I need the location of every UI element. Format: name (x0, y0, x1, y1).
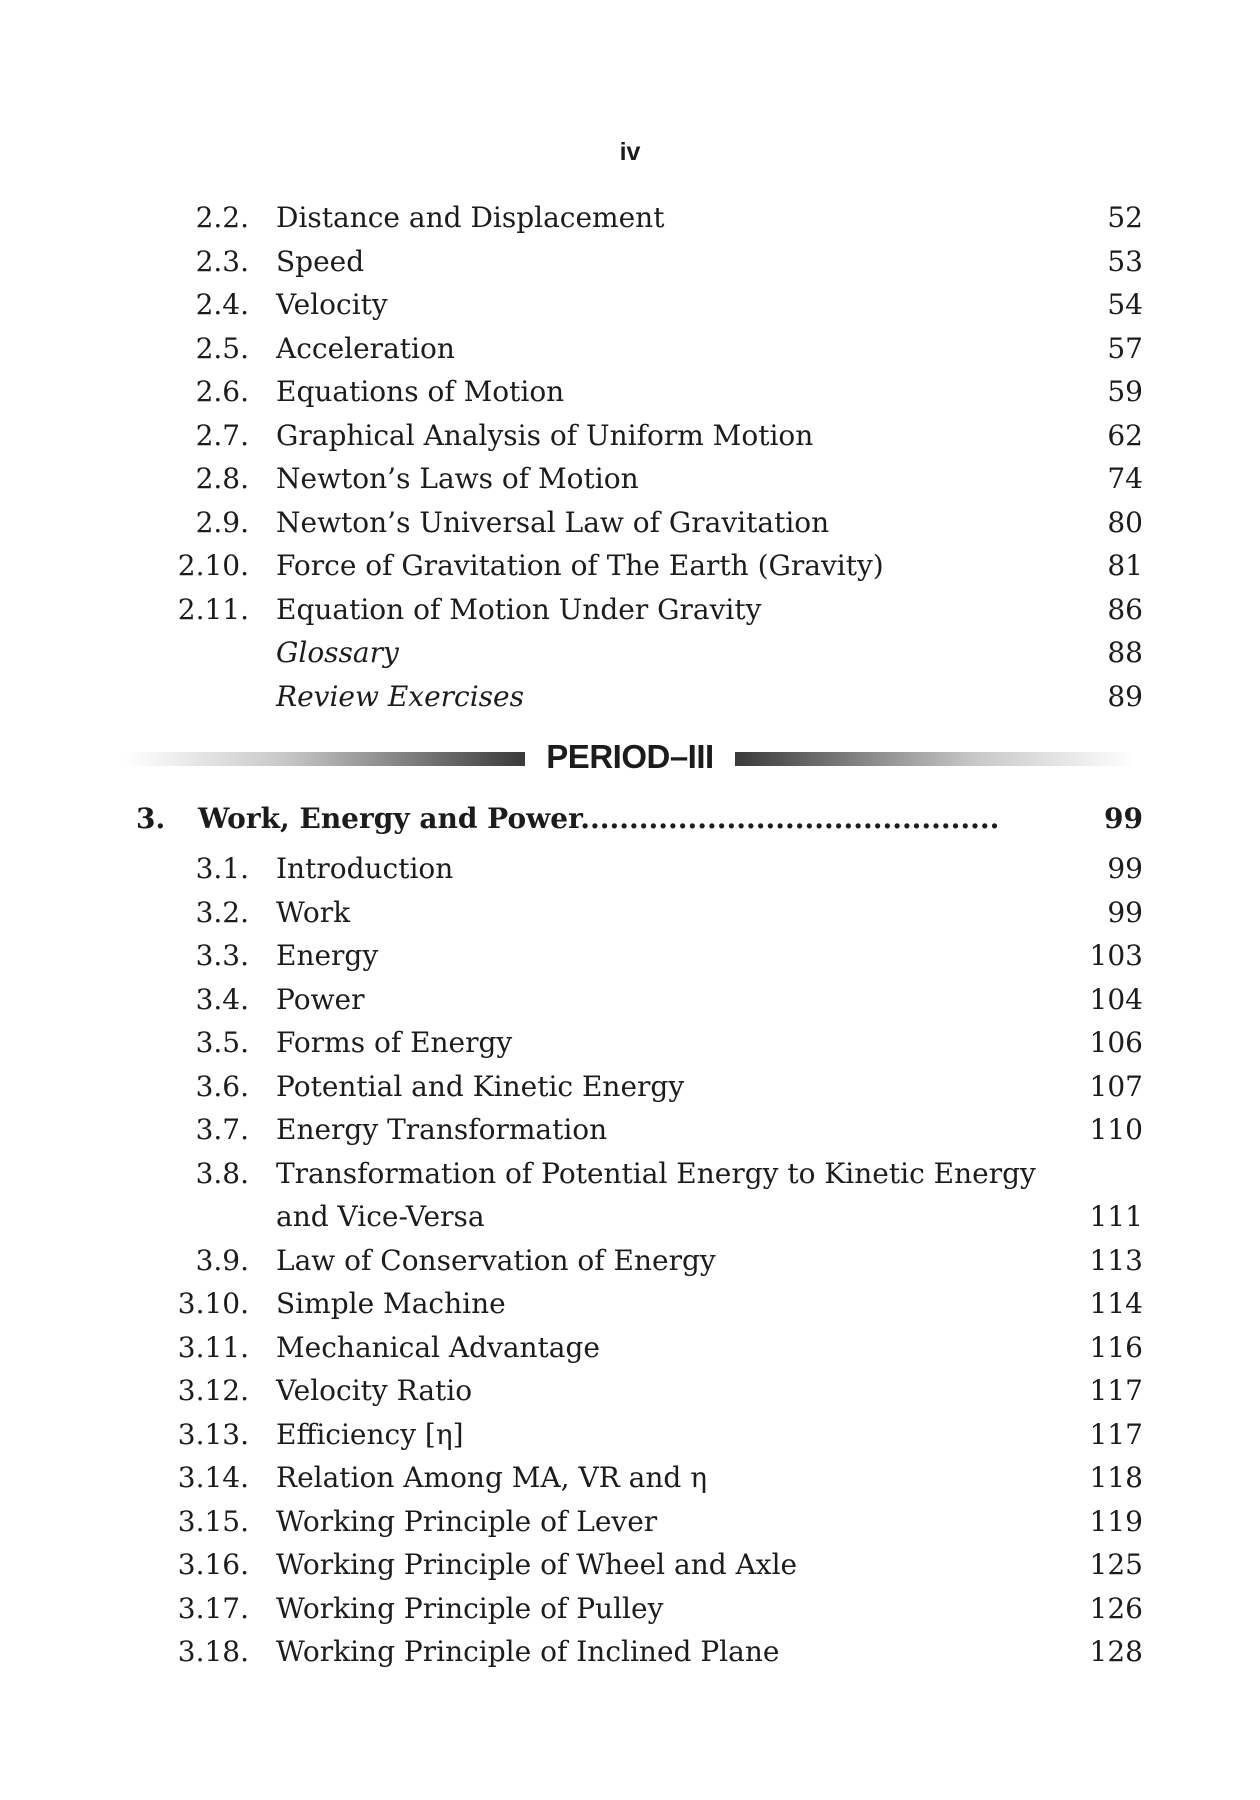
toc-entry-page: 62 (1107, 418, 1143, 452)
toc-entry-page: 111 (1089, 1200, 1143, 1233)
toc-entry-title: Power (276, 982, 365, 1016)
toc-entry-page: 54 (1107, 288, 1143, 321)
toc-entry-page: 117 (1089, 1374, 1143, 1407)
toc-entry-page: 81 (1107, 549, 1143, 582)
toc-entry-title: Equation of Motion Under Gravity (276, 592, 762, 626)
toc-entry[interactable] (0, 1021, 1260, 1065)
toc-entry-title: Work (276, 895, 351, 929)
toc-entry-number: 3.9. (195, 1243, 249, 1277)
toc-entry-title: Graphical Analysis of Uniform Motion (276, 418, 814, 452)
toc-entry-number: 3.18. (177, 1635, 249, 1668)
toc-entry-number: 3.15. (177, 1504, 249, 1538)
toc-entry-page: 125 (1089, 1548, 1143, 1581)
toc-entry[interactable] (0, 1108, 1260, 1152)
toc-entry-number: 3.12. (177, 1374, 249, 1407)
toc-entry-number: 3.2. (195, 895, 249, 929)
toc-entry-title: Working Principle of Wheel and Axle (276, 1548, 798, 1581)
toc-entry-title: Efficiency [η] (276, 1417, 464, 1451)
toc-entry-page: 119 (1089, 1504, 1143, 1538)
toc-entry-title: Energy Transformation (276, 1113, 608, 1146)
chapter-number: 3. (136, 802, 166, 835)
toc-entry-number: 3.5. (195, 1026, 249, 1059)
toc-entry[interactable] (0, 240, 1260, 284)
toc-entry-number: 3.1. (195, 852, 249, 885)
toc-entry-page: 52 (1107, 201, 1143, 234)
toc-entry-page: 106 (1089, 1026, 1143, 1059)
toc-entry[interactable] (0, 1152, 1260, 1239)
toc-entry-number: 2.11. (177, 592, 249, 626)
toc-entry[interactable] (0, 934, 1260, 978)
toc-entry-page: 86 (1107, 592, 1143, 626)
toc-section-period-3 (0, 847, 1260, 1674)
toc-entry-page: 104 (1089, 982, 1143, 1016)
toc-entry-title: Law of Conservation of Energy (276, 1243, 716, 1277)
toc-entry-number: 3.17. (177, 1591, 249, 1625)
toc-entry-title: Introduction (276, 852, 454, 885)
toc-entry-number: 2.10. (177, 549, 249, 582)
toc-entry[interactable] (0, 1630, 1260, 1674)
toc-entry[interactable] (0, 283, 1260, 327)
toc-entry[interactable] (0, 544, 1260, 588)
toc-entry-number: 3.14. (177, 1461, 249, 1494)
toc-entry-number: 3.13. (177, 1417, 249, 1451)
toc-entry-page: 128 (1089, 1635, 1143, 1668)
toc-entry-page: 103 (1089, 939, 1143, 972)
toc-entry[interactable] (0, 847, 1260, 891)
toc-entry-title: Review Exercises (276, 679, 524, 713)
toc-entry[interactable] (0, 196, 1260, 240)
toc-entry-page: 118 (1089, 1461, 1143, 1494)
toc-entry[interactable] (0, 1456, 1260, 1500)
toc-entry[interactable] (0, 414, 1260, 458)
period-divider (125, 740, 1135, 780)
page-number: iv (619, 138, 641, 166)
toc-entry-number: 2.4. (195, 288, 249, 321)
toc-entry[interactable] (0, 1413, 1260, 1457)
toc-entry-number: 2.9. (195, 505, 249, 539)
toc-entry-title: Acceleration (276, 331, 455, 365)
toc-entry[interactable] (0, 1239, 1260, 1283)
toc-entry-page: 113 (1089, 1243, 1143, 1277)
toc-entry-number: 2.6. (195, 375, 249, 408)
toc-entry-title: Forms of Energy (276, 1026, 513, 1059)
toc-entry-title: Newton’s Universal Law of Gravitation (276, 505, 830, 539)
toc-entry[interactable] (0, 675, 1260, 719)
toc-entry-page: 126 (1089, 1591, 1143, 1625)
toc-entry-title: Working Principle of Inclined Plane (276, 1635, 780, 1668)
toc-entry[interactable] (0, 1369, 1260, 1413)
toc-entry-title: Velocity Ratio (276, 1374, 473, 1407)
toc-entry[interactable] (0, 501, 1260, 545)
chapter-heading[interactable] (0, 797, 1260, 841)
toc-entry-title: Force of Gravitation of The Earth (Gravity) (276, 549, 884, 582)
toc-entry-number: 2.3. (195, 244, 249, 278)
toc-entry-title: Mechanical Advantage (276, 1330, 600, 1364)
toc-entry[interactable] (0, 631, 1260, 675)
toc-entry-title: Glossary (276, 636, 399, 669)
toc-entry-number: 2.7. (195, 418, 249, 452)
chapter-title: Work, Energy and Power........................................... (198, 802, 1000, 835)
toc-entry-title: Velocity (276, 288, 388, 321)
toc-entry-number: 2.5. (195, 331, 249, 365)
toc-entry-page: 53 (1107, 244, 1143, 278)
toc-entry[interactable] (0, 1282, 1260, 1326)
toc-entry-number: 3.16. (177, 1548, 249, 1581)
toc-entry-page: 59 (1107, 375, 1143, 408)
period-heading: PERIOD–III (125, 738, 1135, 776)
toc-entry-page: 117 (1089, 1417, 1143, 1451)
toc-entry[interactable] (0, 588, 1260, 632)
toc-entry-number: 3.8. (195, 1156, 249, 1190)
toc-entry-title: Equations of Motion (276, 375, 565, 408)
toc-entry-title: Speed (276, 244, 365, 278)
toc-entry-page: 110 (1089, 1113, 1143, 1146)
toc-entry[interactable] (0, 891, 1260, 935)
toc-entry[interactable] (0, 1326, 1260, 1370)
toc-entry-title: Newton’s Laws of Motion (276, 462, 639, 495)
toc-entry-number: 2.8. (195, 462, 249, 495)
toc-entry[interactable] (0, 327, 1260, 371)
toc-entry-number: 3.7. (195, 1113, 249, 1146)
toc-entry-number: 3.11. (177, 1330, 249, 1364)
toc-entry[interactable] (0, 978, 1260, 1022)
toc-entry-page: 107 (1089, 1069, 1143, 1103)
toc-entry[interactable] (0, 370, 1260, 414)
toc-entry[interactable] (0, 1543, 1260, 1587)
toc-entry-page: 74 (1107, 462, 1143, 495)
toc-entry-number: 3.4. (195, 982, 249, 1016)
toc-entry-page: 57 (1107, 331, 1143, 365)
toc-entry-title: Working Principle of Lever (276, 1504, 658, 1538)
toc-entry[interactable] (0, 1587, 1260, 1631)
toc-entry-title: Energy (276, 939, 379, 972)
toc-entry-page: 88 (1107, 636, 1143, 669)
toc-entry-title: Transformation of Potential Energy to Kinetic Energy and Vice-Versa (276, 1156, 1036, 1233)
toc-entry[interactable] (0, 1065, 1260, 1109)
toc-entry-title: Relation Among MA, VR and η (276, 1461, 708, 1494)
toc-entry-number: 3.3. (195, 939, 249, 972)
toc-entry-title: Distance and Displacement (276, 201, 665, 234)
toc-entry-title: Simple Machine (276, 1287, 506, 1320)
toc-entry-page: 89 (1107, 679, 1143, 713)
toc-entry-title: Working Principle of Pulley (276, 1591, 664, 1625)
toc-section-period-2 (0, 196, 1260, 718)
toc-entry[interactable] (0, 1500, 1260, 1544)
toc-entry-number: 3.6. (195, 1069, 249, 1103)
toc-entry-page: 114 (1089, 1287, 1143, 1320)
toc-entry-page: 99 (1107, 852, 1143, 885)
toc-entry-page: 99 (1107, 895, 1143, 929)
toc-entry-number: 3.10. (177, 1287, 249, 1320)
toc-entry[interactable] (0, 457, 1260, 501)
toc-entry-page: 80 (1107, 505, 1143, 539)
toc-entry-number: 2.2. (195, 201, 249, 234)
toc-entry-title: Potential and Kinetic Energy (276, 1069, 685, 1103)
chapter-page: 99 (1104, 802, 1143, 835)
toc-entry-page: 116 (1089, 1330, 1143, 1364)
